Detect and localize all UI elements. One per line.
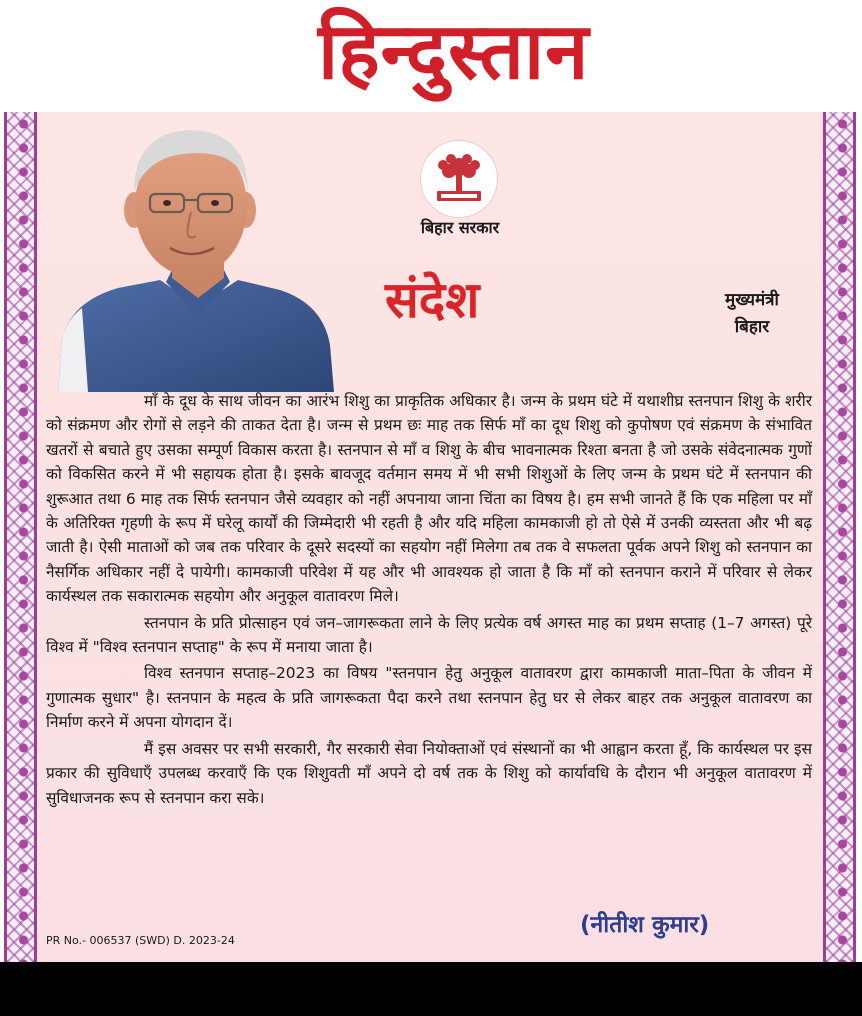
designation-title: मुख्यमंत्री <box>725 290 779 310</box>
masthead <box>0 0 862 112</box>
paragraph: स्तनपान के प्रति प्रोत्साहन एवं जन–जागरूकता लाने के लिए प्रत्येक वर्ष अगस्त माह का प्रथम सप्ताह (1–7 अगस्त) पूरे विश्व में "विश्व स्तनपान सप्ताह" के रूप में मनाया जाता है। <box>46 613 812 657</box>
bottom-bar <box>0 962 862 1016</box>
advertisement <box>4 112 856 962</box>
government-label: बिहार सरकार <box>420 218 500 237</box>
signature-name: (नीतीश कुमार) <box>580 912 710 938</box>
message-heading: संदेश <box>385 270 480 329</box>
newspaper-logo: हिन्दुस्तान <box>318 6 590 97</box>
message-panel <box>40 112 820 962</box>
decorative-border-right <box>823 112 856 962</box>
pr-number: PR No.- 006537 (SWD) D. 2023-24 <box>46 934 235 947</box>
paragraph: विश्व स्तनपान सप्ताह–2023 का विषय "स्तनपान हेतु अनुकूल वातावरण द्वारा कामकाजी माता–पिता के जीवन में गुणात्मक सुधार" है। स्तनपान के महत्व के प्रति जागरूकता पैदा करने तथा स्तनपान हेतु घर से लेकर बाहर तक अनुकूल वातावरण का निर्माण करने में अपना योगदान दें। <box>46 664 812 732</box>
decorative-border-left <box>4 112 37 962</box>
chief-minister-portrait <box>48 120 338 392</box>
message-body <box>46 389 812 812</box>
bodhi-tree-emblem-icon <box>420 140 498 218</box>
paragraph: माँ के दूध के साथ जीवन का आरंभ शिशु का प्राकृतिक अधिकार है। जन्म के प्रथम घंटे में यथाशीघ्र स्तनपान शिशु के शरीर को संक्रमण और रोगों से लड़ने की ताकत देता है। जन्म से प्रथम छः माह तक सिर्फ माँ का दूध शिशु को कुपोषण एवं संक्रमण के संभावित खतरों से बचाते हुए उसका सम्पूर्ण विकास करता है। स्तनपान से माँ व शिशु के बीच भावनात्मक रिश्ता बनता है जो उसके संवेदनात्मक गुणों को विकसित करने में भी सहायक होता है। इसके बावजूद वर्तमान समय में भी सभी शिशुओं के लिए जन्म के प्रथम घंटे में स्तनपान की शुरूआत तथा 6 माह तक सिर्फ स्तनपान जैसे व्यवहार को नहीं अपनाया जाना चिंता का विषय है। हम सभी जानते हैं कि एक महिला पर माँ के अतिरिक्त गृहणी के रूप में घरेलू कार्यों की जिम्मेदारी भी रहती है और यदि महिला कामकाजी हो तो ऐसे में उनकी व्यस्तता और भी बढ़ जाती है। ऐसी माताओं को जब तक परिवार के दूसरे सदस्यों का सहयोग नहीं मिलेगा तब तक वे सफलता पूर्वक अपने शिशु को स्तनपान का नैसर्गिक अधिकार नहीं दे पायेगी। कामकाजी परिवेश में यह और भी आवश्यक हो जाता है कि माँ को स्तनपान कराने में परिवार से लेकर कार्यस्थल तक सकारात्मक सहयोग और अनुकूल वातावरण मिले। <box>46 392 812 606</box>
designation-state: बिहार <box>734 317 770 337</box>
paragraph: मैं इस अवसर पर सभी सरकारी, गैर सरकारी सेवा नियोक्ताओं एवं संस्थानों का भी आह्वान करता हूँ, कि कार्यस्थल पर इस प्रकार की सुविधाएँ उपलब्ध करवाएँ कि एक शिशुवती माँ अपने दो वर्ष तक के शिशु को कार्यावधि के दौरान भी अनुकूल वातावरण में सुविधाजनक रूप से स्तनपान करा सके। <box>46 739 812 807</box>
